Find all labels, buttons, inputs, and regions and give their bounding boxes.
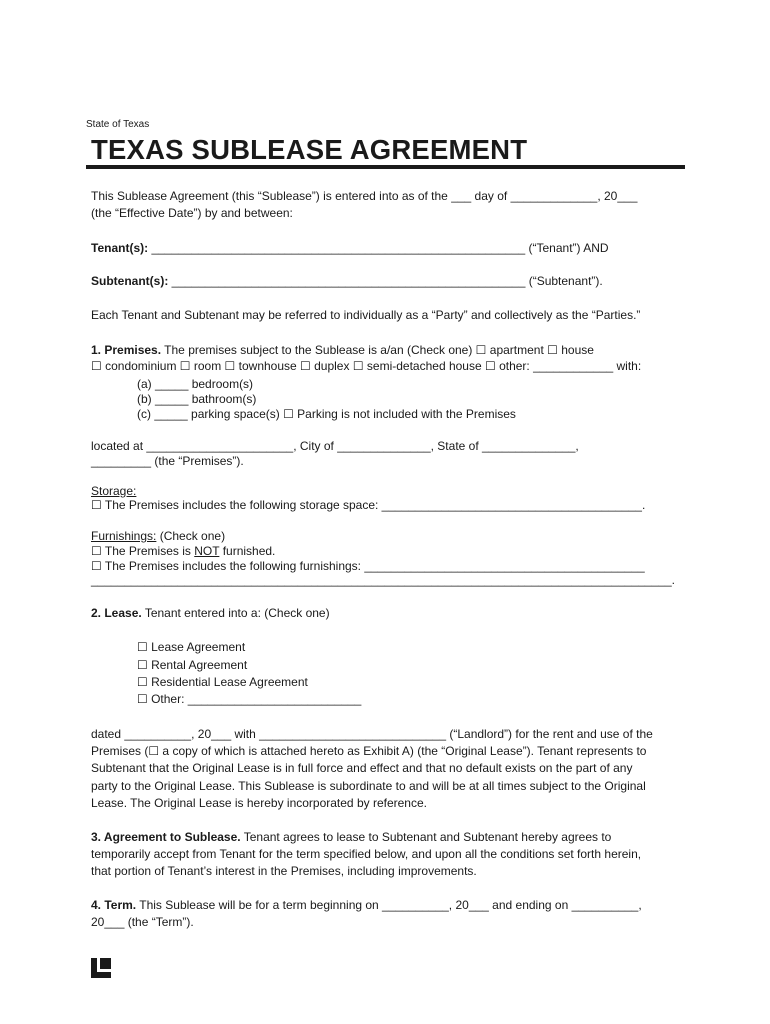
- subtenant-line: [91, 273, 603, 290]
- state-label: State of Texas: [86, 119, 150, 130]
- tenant-line: [91, 240, 609, 257]
- subtenant-label: Subtenant(s):: [91, 274, 169, 288]
- document-title: TEXAS SUBLEASE AGREEMENT: [91, 134, 528, 165]
- agreement-text: Tenant agrees to lease to Subtenant and Subtenant hereby agrees to: [240, 830, 612, 844]
- lease-text: Tenant entered into a: (Check one): [141, 606, 330, 620]
- tenant-blank: ________________________________________________________ (“Tenant”) AND: [148, 241, 609, 255]
- premises-line-2: ☐ condominium ☐ room ☐ townhouse ☐ duplex ☐ semi-detached house ☐ other: ____________ with:: [91, 359, 642, 373]
- premises-text: The premises subject to the Sublease is a/an (Check one) ☐ apartment ☐ house: [161, 343, 594, 357]
- lease-para-3: Subtenant that the Original Lease is in full force and effect and that no default exists on the part of any: [91, 761, 633, 775]
- located-line-2: _________ (the “Premises”).: [91, 454, 244, 468]
- intro-line-2: (the “Effective Date”) by and between:: [91, 206, 293, 220]
- lease-para-1: dated __________, 20___ with ____________________________ (“Landlord”) for the rent and use of the: [91, 727, 653, 741]
- agreement-line-3: that portion of Tenant’s interest in the Premises, including improvements.: [91, 864, 477, 878]
- parties-line: Each Tenant and Subtenant may be referred to individually as a “Party” and collectively as the “Parties.”: [91, 308, 641, 322]
- furnishings-not-pre: ☐ The Premises is: [91, 544, 195, 558]
- term-text: This Sublease will be for a term beginning on __________, 20___ and ending on __________,: [136, 898, 642, 912]
- agreement-line-1: [91, 829, 611, 846]
- furnishings-label-rest: (Check one): [156, 529, 226, 543]
- lease-para-2: Premises (☐ a copy of which is attached hereto as Exhibit A) (the “Original Lease”). Tenant represents to: [91, 744, 647, 758]
- agreement-line-2: temporarily accept from Tenant for the term specified below, and upon all the conditions set forth herein,: [91, 847, 642, 861]
- furnishings-line-3: _______________________________________________________________________________________.: [91, 573, 675, 587]
- furnishings-line-2: ☐ The Premises includes the following furnishings: __________________________________________: [91, 559, 645, 573]
- storage-heading: Storage:: [91, 484, 137, 498]
- term-line-1: [91, 897, 642, 914]
- lease-heading: [91, 605, 330, 622]
- lease-option-1: ☐ Lease Agreement: [137, 640, 246, 654]
- agreement-label: 3. Agreement to Sublease.: [91, 830, 241, 844]
- lease-option-4: ☐ Other: __________________________: [137, 692, 362, 706]
- document-brand-logo-icon: [91, 958, 111, 978]
- lease-option-2: ☐ Rental Agreement: [137, 658, 248, 672]
- lease-para-5: Lease. The Original Lease is hereby incorporated by reference.: [91, 796, 427, 810]
- title-rule: [86, 165, 685, 169]
- lease-para-4: party to the Original Lease. This Sublease is subordinate to and will be at all times subject to the Original: [91, 779, 646, 793]
- located-line-1: located at ______________________, City of ______________, State of ______________,: [91, 439, 579, 453]
- lease-label: 2. Lease.: [91, 606, 142, 620]
- premises-label: 1. Premises.: [91, 343, 162, 357]
- premises-item-c: (c) _____ parking space(s) ☐ Parking is not included with the Premises: [137, 407, 516, 421]
- furnishings-not-post: furnished.: [219, 544, 276, 558]
- tenant-label: Tenant(s):: [91, 241, 149, 255]
- premises-line-1: [91, 342, 594, 359]
- term-line-2: 20___ (the “Term”).: [91, 915, 194, 929]
- subtenant-blank: _____________________________________________________ (“Subtenant”).: [168, 274, 603, 288]
- premises-item-b: (b) _____ bathroom(s): [137, 392, 257, 406]
- intro-line-1: This Sublease Agreement (this “Sublease”) is entered into as of the ___ day of _____________, 20___: [91, 189, 638, 203]
- furnishings-not: NOT: [194, 544, 220, 558]
- term-label: 4. Term.: [91, 898, 137, 912]
- furnishings-label: Furnishings:: [91, 529, 157, 543]
- premises-item-a: (a) _____ bedroom(s): [137, 377, 254, 391]
- lease-option-3: ☐ Residential Lease Agreement: [137, 675, 308, 689]
- storage-line: ☐ The Premises includes the following storage space: _______________________________________.: [91, 498, 646, 512]
